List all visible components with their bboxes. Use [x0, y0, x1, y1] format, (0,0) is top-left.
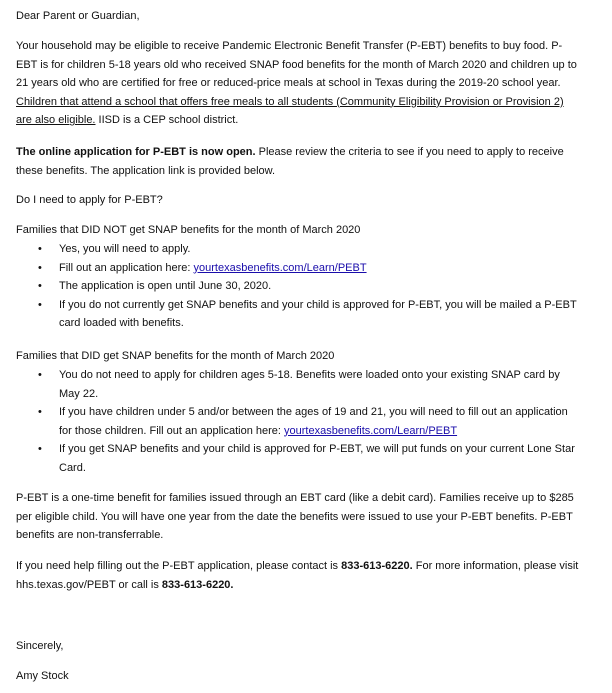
cep-eligibility-note: Children that attend a school that offers free meals to all students (Community Eligibility Provision or Provision 2) are also eligible.: [16, 95, 564, 127]
list-item: • If you do not currently get SNAP benefits and your child is approved for P-EBT, you will be mailed a P-EBT card loaded with benefits.: [16, 296, 582, 333]
snap-heading: Families that DID get SNAP benefits for the month of March 2020: [16, 350, 335, 362]
one-time-benefit-paragraph: P-EBT is a one-time benefit for families issued through an EBT card (like a debit card). Families receive up to $285 per eligible child. You will have one year from the date the benefits were issued to use your P-EBT benefits. P-EBT benefits are non-transferrable.: [16, 492, 574, 542]
bullet-icon: •: [38, 406, 42, 419]
no-snap-list: [16, 240, 582, 333]
intro-text: Your household may be eligible to receive Pandemic Electronic Benefit Transfer (P-EBT) benefits to buy food. P-EBT is for children 5-18 years old who received SNAP food benefits for the month of March 2020 and children up to 21 years old who are certified for free or reduced-price meals at school in Texas during the 2019-20 school year.: [16, 40, 577, 90]
pebt-application-link[interactable]: yourtexasbenefits.com/Learn/PEBT: [284, 424, 458, 437]
question-heading: Do I need to apply for P-EBT?: [16, 194, 163, 206]
open-notice-paragraph: [16, 143, 582, 180]
open-notice-text: Please review the criteria to see if you need to apply to receive these benefits. The application link is provided below.: [16, 146, 564, 177]
bullet-icon: •: [38, 369, 42, 381]
list-item: • Yes, you will need to apply.: [16, 240, 582, 259]
greeting: Dear Parent or Guardian,: [16, 10, 140, 22]
phone-number: 833-613-6220.: [161, 578, 234, 591]
list-item: • Fill out an application here: yourtexasbenefits.com/Learn/PEBT: [16, 259, 582, 278]
intro-district-note: IISD is a CEP school district.: [95, 114, 239, 127]
bullet-icon: •: [38, 443, 42, 456]
phone-number: 833-613-6220.: [341, 560, 413, 572]
intro-paragraph: [16, 37, 582, 130]
bullet-icon: •: [38, 243, 42, 255]
open-notice-bold: The online application for P-EBT is now open.: [16, 146, 256, 158]
list-item: • You do not need to apply for children ages 5-18. Benefits were loaded onto your existing SNAP card by May 22.: [16, 366, 582, 403]
pebt-application-link[interactable]: yourtexasbenefits.com/Learn/PEBT: [193, 261, 367, 274]
bullet-icon: •: [38, 261, 42, 274]
help-paragraph: If you need help filling out the P-EBT application, please contact is 833-613-6220. For more information, please visit hhs.texas.gov/PEBT or call is 833-613-6220.: [16, 560, 579, 591]
list-item: • The application is open until June 30, 2020.: [16, 277, 582, 296]
closing: Sincerely,: [16, 640, 64, 652]
snap-list: [16, 366, 582, 478]
no-snap-heading: Families that DID NOT get SNAP benefits for the month of March 2020: [16, 224, 361, 236]
bullet-icon: •: [38, 298, 42, 311]
list-item: • If you get SNAP benefits and your child is approved for P-EBT, we will put funds on your current Lone Star Card.: [16, 440, 582, 477]
bullet-icon: •: [38, 280, 42, 293]
signature-name: Amy Stock: [16, 670, 69, 682]
list-item: • If you have children under 5 and/or between the ages of 19 and 21, you will need to fill out an application for those children. Fill out an application here: yourtexasbenefits.com/Learn/PEBT: [16, 403, 582, 440]
